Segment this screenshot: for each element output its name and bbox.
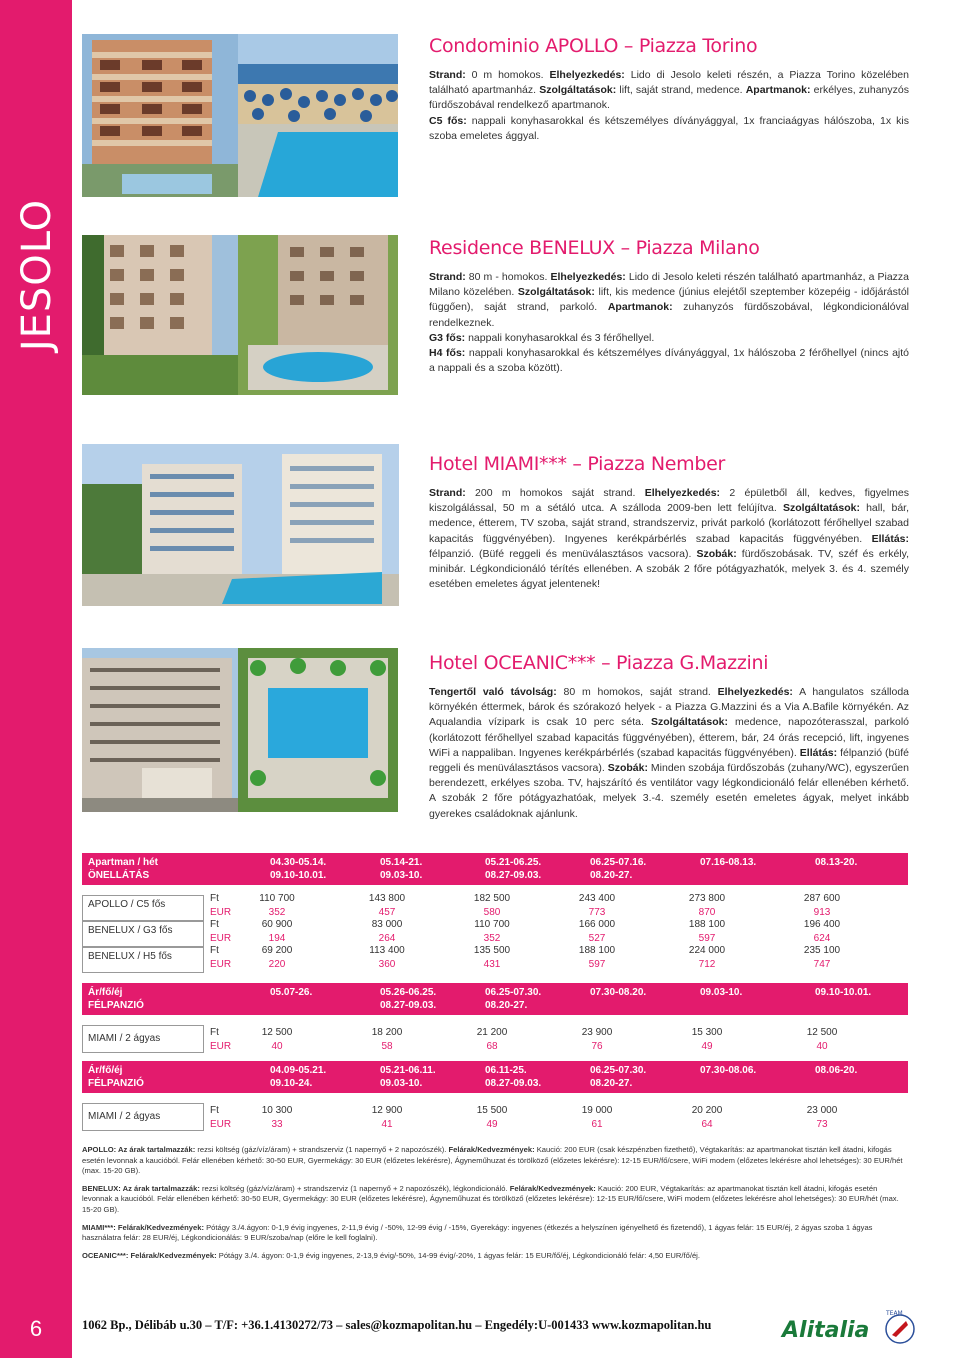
hotel-title: Condominio APOLLO – Piazza Torino (429, 35, 758, 57)
note-heading: Felárak/Kedvezmények: (509, 1183, 596, 1193)
header-sublabel: FÉLPANZIÓ (88, 1078, 144, 1089)
hotel-description (429, 68, 909, 144)
hotel-description (429, 685, 909, 822)
price-eur: 870 (698, 907, 716, 918)
field-label: Szobák: (696, 547, 737, 560)
note-text: Pótágy 3./4.ágyon: 0-1,9 évig ingyenes, 2-11,9 évig / -50%, 12-99 évig / -15%, Gyerekágy: ingyenes (étkezés a helyszínen igényelhető és fizetendő), 1 ágyas felár: 15 EUR/éj, 2 ágyas szoba 1 ágyas használatra felár: 28 EUR/éj, Légkondicionálás: 9 EUR/szoba/nap (előre le kell foglalni). (82, 1222, 873, 1243)
table-header-row (82, 853, 908, 885)
price-huf: 15 300 (691, 1027, 723, 1038)
period-label: 09.10-24. (270, 1078, 313, 1089)
note-heading: MIAMI***: Felárak/Kedvezmények: (82, 1222, 204, 1232)
table-row (82, 1103, 908, 1135)
oceanic-building-photo (82, 648, 238, 812)
hotel-oceanic (429, 651, 909, 822)
oceanic-pool-photo (238, 648, 398, 812)
period-label: 09.10-10.01. (270, 870, 327, 881)
period-label: 07.30-08.06. (700, 1065, 757, 1076)
price-eur: 527 (588, 933, 606, 944)
hotel-title: Residence BENELUX – Piazza Milano (429, 237, 760, 259)
price-huf: 12 500 (806, 1027, 838, 1038)
period-label: 08.27-09.03. (380, 1000, 437, 1011)
period-label: 06.11-25. (485, 1065, 527, 1076)
field-label: G3 fős: (429, 331, 466, 344)
field-value: lift, kis medence (június elejétől szeptember közepéig - időjárástól függően), saját strand, parkoló. (429, 286, 909, 314)
price-eur: 773 (588, 907, 606, 918)
price-huf: 18 200 (371, 1027, 403, 1038)
currency-label: EUR (210, 1041, 232, 1052)
field-value: Lido di Jesolo keleti részén található apartmanház, a Piazza Milano közelében. (429, 271, 909, 299)
field-label: Szolgáltatások: (650, 716, 728, 729)
period-label: 09.03-10. (380, 1078, 423, 1089)
header-label: Apartman / hét (88, 857, 159, 868)
logo-text: Alitalia (782, 1318, 870, 1343)
currency-label: EUR (210, 959, 232, 970)
price-huf: 12 900 (371, 1105, 403, 1116)
field-label: Szolgáltatások: (782, 502, 860, 515)
price-huf: 196 400 (803, 919, 841, 930)
field-label: Elhelyezkedés: (717, 686, 793, 698)
benelux-building-photo (82, 235, 238, 395)
price-eur: 58 (381, 1041, 393, 1052)
field-value: hall, bár, medence, étterem, TV szoba, saját strand, strandszerviz, privát parkoló (korlátozott férőhellyel szabad kapacitás függvényében). Ingyenes kerékpárbérlés szabad kapacitás függvényében. (429, 502, 909, 545)
price-eur: 457 (378, 907, 396, 918)
table-row (82, 943, 908, 975)
note-heading: OCEANIC***: Felárak/Kedvezmények: (82, 1250, 217, 1260)
logo-sub: TEAM (886, 1310, 903, 1317)
field-value: zuhanyzós fürdőszobával, légkondicionálóval rendelkeznek. (429, 301, 910, 329)
currency-label: Ft (210, 1027, 219, 1038)
price-huf: 143 800 (368, 893, 406, 904)
price-huf: 23 000 (806, 1105, 838, 1116)
page-number: 6 (0, 1300, 72, 1358)
price-huf: 60 900 (261, 919, 293, 930)
period-label: 08.06-20. (815, 1065, 858, 1076)
field-label: H4 fős: (429, 347, 466, 360)
field-label: Elhelyezkedés: (644, 487, 721, 499)
hotel-title: Hotel MIAMI*** – Piazza Nember (429, 453, 726, 475)
field-value: fürdőszobásak. TV, széf és erkély, minibár. Légkondicionáló térítés ellenében. A szobák 2 főre pótágyazhatók, melyek 3. és 4. személy esetében emeletes ágyat jelentenek! (429, 547, 910, 591)
row-label: MIAMI / 2 ágyas (88, 1033, 161, 1044)
price-eur: 68 (486, 1041, 498, 1052)
price-huf: 243 400 (578, 893, 616, 904)
note-heading: Felárak/Kedvezmények: (448, 1145, 535, 1154)
field-value: erkélyes, zuhanyzós fürdőszobával rendelkező apartmanok. (429, 84, 909, 112)
note-heading: BENELUX: Az árak tartalmazzák: (82, 1183, 200, 1193)
period-label: 06.25-07.30. (485, 987, 542, 998)
currency-label: Ft (210, 1105, 219, 1116)
period-label: 05.26-06.25. (380, 987, 437, 998)
price-huf: 113 400 (369, 945, 405, 956)
currency-label: EUR (210, 933, 232, 944)
currency-label: EUR (210, 907, 232, 918)
field-label: Elhelyezkedés: (550, 271, 626, 283)
price-huf: 12 500 (261, 1027, 293, 1038)
field-label: Szolgáltatások: (517, 286, 595, 299)
table-header-row (82, 1061, 908, 1093)
price-huf: 21 200 (476, 1027, 508, 1038)
period-label: 08.20-27. (485, 1000, 528, 1011)
price-eur: 712 (698, 959, 716, 970)
price-eur: 360 (378, 959, 396, 970)
field-value: 80 m homokos, saját strand. (556, 686, 718, 698)
period-label: 08.20-27. (590, 870, 633, 881)
field-label: Szobák: (607, 762, 648, 775)
field-value: félpanzió (büfé reggeli és menüválasztásos vacsora). (429, 746, 909, 775)
price-eur: 41 (381, 1119, 393, 1130)
price-eur: 747 (813, 959, 831, 970)
price-eur: 40 (271, 1041, 283, 1052)
period-label: 09.03-10. (380, 870, 423, 881)
price-notes (82, 1145, 908, 1268)
price-huf: 110 700 (259, 893, 295, 904)
note-text: Kaució: 200 EUR (csak készpénzben fizethető), Végtakarítás: az apartmanokat tisztán kell átadni, kifogás esetén levonnak a kaucióból. Felár ellenében kérhető: 30-50 EUR, Gyermekágy: 30 EUR (előzetes lekérésre), Ágyneműhuzat és törölköző (előzetes lekérésre): 12-15 EUR/fő/csere, WiFi modem (előzetes lekérésre ahol lehetséges): 30 EUR/hét (max. 15-20 GB). (82, 1145, 903, 1176)
apollo-beach-pool-photo (238, 34, 398, 197)
note-paragraph (82, 1251, 908, 1262)
field-value: félpanzió. (Büfé reggeli és menüválasztásos vacsora). (429, 547, 697, 560)
price-eur: 220 (268, 959, 286, 970)
benelux-pool-photo (238, 235, 398, 395)
field-value: Lido di Jesolo keleti részén, a Piazza Torino közelében található apartmanház. (429, 69, 909, 97)
price-huf: 182 500 (473, 893, 511, 904)
period-label: 06.25-07.16. (590, 857, 647, 868)
miami-building-photo (82, 444, 399, 606)
period-label: 06.25-07.30. (590, 1065, 647, 1076)
header-label: Ár/fő/éj (88, 987, 123, 998)
price-eur: 913 (813, 907, 831, 918)
price-huf: 15 500 (476, 1105, 508, 1116)
row-label: APOLLO / C5 fős (88, 899, 166, 910)
field-label: Elhelyezkedés: (549, 69, 625, 81)
row-label: BENELUX / G3 fős (88, 925, 173, 936)
row-label: MIAMI / 2 ágyas (88, 1111, 161, 1122)
currency-label: Ft (210, 945, 219, 956)
field-value: 80 m - homokos. (465, 271, 551, 283)
field-label: Apartmanok: (607, 301, 673, 314)
hotel-benelux (429, 236, 909, 376)
note-text: rezsi költség (gáz/víz/áram) + strandszerviz (1 napernyő + 2 napozószék), légkondicionáló. (199, 1183, 510, 1193)
period-label: 04.30-05.14. (270, 857, 327, 868)
period-label: 05.07-26. (270, 987, 313, 998)
currency-label: Ft (210, 919, 219, 930)
price-eur: 264 (378, 933, 396, 944)
period-label: 05.14-21. (380, 857, 423, 868)
field-value: Minden szobája fürdőszobás (zuhany/WC), egyszerűen berendezett, erkélyes szoba. TV, hajszárító és ventilátor vagy légkondicionáló felár ellenében kérhető. A szobák 2 főre pótágyazhatóak, melyek 3.-4. személy esetén emeletes ágyak, melyet inkább gyerekes családoknak ajánlunk. (429, 762, 909, 820)
field-value: 200 m homokos saját strand. (465, 487, 645, 499)
note-heading: APOLLO: Az árak tartalmazzák: (82, 1145, 196, 1154)
field-value: 0 m homokos. (465, 69, 550, 81)
field-label: Strand: (429, 69, 466, 81)
price-eur: 73 (816, 1119, 828, 1130)
price-eur: 431 (483, 959, 501, 970)
price-huf: 273 800 (688, 893, 726, 904)
field-label: Ellátás: (799, 746, 838, 759)
price-eur: 64 (701, 1119, 713, 1130)
hotel-description (429, 486, 909, 592)
price-huf: 235 100 (803, 945, 841, 956)
price-huf: 20 200 (691, 1105, 723, 1116)
field-value: lift, saját strand, medence. (616, 84, 746, 97)
field-label: Tengertől való távolság: (429, 686, 557, 698)
price-eur: 49 (701, 1041, 713, 1052)
hotel-miami (429, 452, 909, 592)
field-label: C5 fős: (429, 114, 467, 127)
period-label: 07.16-08.13. (700, 857, 757, 868)
price-huf: 135 500 (473, 945, 511, 956)
note-text: rezsi költség (gáz/víz/áram) + strandszerviz (1 napernyő + 2 napozószék). (195, 1145, 449, 1154)
price-eur: 40 (816, 1041, 828, 1052)
period-label: 07.30-08.20. (590, 987, 647, 998)
period-label: 04.09-05.21. (270, 1065, 327, 1076)
alitalia-logo (780, 1305, 920, 1350)
price-huf: 166 000 (578, 919, 616, 930)
price-eur: 49 (486, 1119, 498, 1130)
field-value: nappali konyhasarokkal és kétszemélyes díványággyal, 1x hálószoba 2 férőhellyel (nincs ajtó a nappali és a szoba között). (429, 347, 909, 375)
field-label: Apartmanok: (745, 84, 811, 97)
note-text: Kaució: 200 EUR, Végtakarítás: az apartmanokat tisztán kell átadni, kifogás esetén levonnak a kaucióból. Felár ellenében kérhető: 30-50 EUR, Gyermekágy: 30 EUR (előzetes lekérésre), Ágyneműhuzat és törölköző (előzetes lekérésre): 12-15 EUR/fő/csere, WiFi modem (előzetes lekérésre ahol lehetséges): 30 EUR/hét (max. 15-20 GB). (82, 1183, 899, 1214)
row-label: BENELUX / H5 fős (88, 951, 172, 962)
price-eur: 597 (588, 959, 606, 970)
currency-label: EUR (210, 1119, 232, 1130)
field-value: nappali konyhasarokkal és 3 férőhellyel. (465, 331, 655, 344)
price-eur: 194 (268, 933, 286, 944)
price-huf: 188 100 (578, 945, 616, 956)
price-huf: 287 600 (803, 893, 841, 904)
period-label: 08.27-09.03. (485, 1078, 542, 1089)
price-huf: 224 000 (688, 945, 726, 956)
field-label: Strand: (429, 487, 466, 499)
price-huf: 23 900 (581, 1027, 613, 1038)
price-huf: 188 100 (688, 919, 726, 930)
price-huf: 19 000 (581, 1105, 613, 1116)
field-label: Szolgáltatások: (539, 84, 617, 97)
price-eur: 33 (271, 1119, 283, 1130)
header-label: Ár/fő/éj (88, 1065, 123, 1076)
field-label: Strand: (429, 271, 466, 283)
price-eur: 61 (591, 1119, 603, 1130)
price-table (82, 853, 908, 1139)
field-value: medence, napozóterasszal, parkoló (korlátozott férőhellyel szabad kapacitás függvényében), étterem, bár, 24 órás recepció, lift, ingyenes WiFi a nappaliban. Ingyenes kerékpárbérlés (szabad kapacitás függvényében). (429, 716, 909, 759)
price-eur: 597 (698, 933, 716, 944)
field-value: nappali konyhasarokkal és kétszemélyes díványággyal, 1x franciaágyas hálószoba, 1x kis szoba emeletes ággyal. (429, 114, 909, 142)
note-text: Pótágy 3./4. ágyon: 0-1,9 évig ingyenes, 2-13,9 évig/-50%, 14-99 évig/-20%, 1 ágyas felár: 15 EUR/fő/éj, Légkondicionáló felár: 4,50 EUR/fő/éj. (216, 1250, 700, 1260)
period-label: 08.27-09.03. (485, 870, 542, 881)
period-label: 05.21-06.11. (380, 1065, 436, 1076)
price-eur: 580 (483, 907, 501, 918)
note-paragraph (82, 1223, 908, 1244)
price-eur: 76 (591, 1041, 603, 1052)
hotel-apollo (429, 34, 909, 144)
note-paragraph (82, 1145, 908, 1177)
footer-contact: 1062 Bp., Délibáb u.30 – T/F: +36.1.4130272/73 – sales@kozmapolitan.hu – Engedély:U-001433 www.kozmapolitan.hu (82, 1318, 712, 1332)
currency-label: Ft (210, 893, 219, 904)
header-sublabel: FÉLPANZIÓ (88, 1000, 144, 1011)
period-label: 08.13-20. (815, 857, 858, 868)
period-label: 08.20-27. (590, 1078, 633, 1089)
note-paragraph (82, 1184, 908, 1216)
period-label: 09.10-10.01. (815, 987, 872, 998)
period-label: 09.03-10. (700, 987, 743, 998)
price-huf: 110 700 (474, 919, 510, 930)
apollo-building-photo (82, 34, 238, 197)
table-header-row (82, 983, 908, 1015)
price-huf: 69 200 (261, 945, 293, 956)
price-eur: 624 (813, 933, 831, 944)
period-label: 05.21-06.25. (485, 857, 542, 868)
field-label: Ellátás: (871, 532, 909, 545)
hotel-description (429, 270, 909, 376)
destination-label: JESOLO (14, 198, 61, 352)
hotel-title: Hotel OCEANIC*** – Piazza G.Mazzini (429, 652, 769, 674)
field-value: A hangulatos szálloda környékén éttermek, bárok és szórakozó helyek - a Piazza G.Mazzini és a Via A.Bafile környékén. Az Aqualandia vízipark is csak 10 perc séta. (429, 686, 910, 729)
price-huf: 10 300 (261, 1105, 293, 1116)
price-eur: 352 (268, 907, 286, 918)
field-value: 2 épületből áll, kedves, figyelmes kiszolgálással, 50 m a sétáló utca. A szálloda 2009-ben lett felújítva. (429, 487, 909, 515)
price-eur: 352 (483, 933, 501, 944)
table-row (82, 1025, 908, 1057)
header-sublabel: ÖNELLÁTÁS (88, 870, 150, 881)
price-huf: 83 000 (371, 919, 403, 930)
